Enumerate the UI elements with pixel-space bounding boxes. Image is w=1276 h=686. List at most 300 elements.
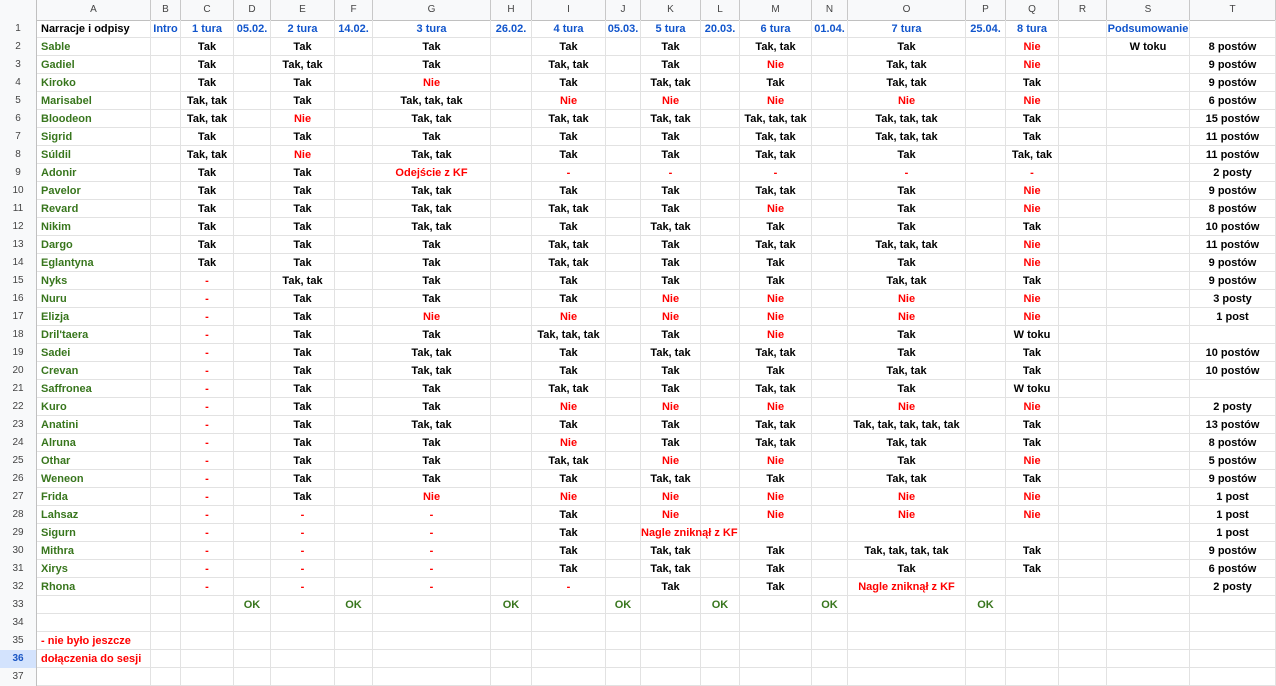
cell-s6[interactable]	[1107, 110, 1190, 128]
cell-a4[interactable]: Kiroko	[37, 74, 151, 92]
cell-h34[interactable]	[491, 614, 532, 632]
cell-d34[interactable]	[234, 614, 271, 632]
cell-p19[interactable]	[966, 344, 1006, 362]
column-header-b[interactable]: B	[151, 0, 181, 20]
cell-m13[interactable]: Tak, tak	[740, 236, 812, 254]
cell-o22[interactable]: Nie	[848, 398, 966, 416]
cell-h20[interactable]	[491, 362, 532, 380]
cell-i31[interactable]: Tak	[532, 560, 606, 578]
cell-c28[interactable]: -	[181, 506, 234, 524]
cell-t10[interactable]: 9 postów	[1190, 182, 1276, 200]
cell-r3[interactable]	[1059, 56, 1107, 74]
cell-a1[interactable]: Narracje i odpisy	[37, 20, 151, 38]
cell-c12[interactable]: Tak	[181, 218, 234, 236]
cell-l31[interactable]	[701, 560, 740, 578]
cell-h10[interactable]	[491, 182, 532, 200]
cell-h14[interactable]	[491, 254, 532, 272]
cell-l20[interactable]	[701, 362, 740, 380]
cell-p36[interactable]	[966, 650, 1006, 668]
cell-b21[interactable]	[151, 380, 181, 398]
cell-t6[interactable]: 15 postów	[1190, 110, 1276, 128]
cell-d27[interactable]	[234, 488, 271, 506]
cell-g22[interactable]: Tak	[373, 398, 491, 416]
cell-g8[interactable]: Tak, tak	[373, 146, 491, 164]
cell-a15[interactable]: Nyks	[37, 272, 151, 290]
cell-m34[interactable]	[740, 614, 812, 632]
cell-t12[interactable]: 10 postów	[1190, 218, 1276, 236]
cell-o37[interactable]	[848, 668, 966, 686]
cell-k18[interactable]: Tak	[641, 326, 701, 344]
cell-b11[interactable]	[151, 200, 181, 218]
cell-n22[interactable]	[812, 398, 848, 416]
cell-j25[interactable]	[606, 452, 641, 470]
row-header-20[interactable]: 20	[0, 362, 37, 380]
cell-f17[interactable]	[335, 308, 373, 326]
cell-n20[interactable]	[812, 362, 848, 380]
cell-e33[interactable]	[271, 596, 335, 614]
column-header-t[interactable]: T	[1190, 0, 1276, 20]
cell-s1[interactable]: Podsumowanie	[1107, 20, 1190, 38]
cell-s28[interactable]	[1107, 506, 1190, 524]
cell-i21[interactable]: Tak, tak	[532, 380, 606, 398]
column-header-e[interactable]: E	[271, 0, 335, 20]
cell-d35[interactable]	[234, 632, 271, 650]
column-header-c[interactable]: C	[181, 0, 234, 20]
cell-j10[interactable]	[606, 182, 641, 200]
cell-o12[interactable]: Tak	[848, 218, 966, 236]
cell-b5[interactable]	[151, 92, 181, 110]
cell-b29[interactable]	[151, 524, 181, 542]
row-header-2[interactable]: 2	[0, 38, 37, 56]
cell-t8[interactable]: 11 postów	[1190, 146, 1276, 164]
cell-n30[interactable]	[812, 542, 848, 560]
cell-r30[interactable]	[1059, 542, 1107, 560]
cell-b35[interactable]	[151, 632, 181, 650]
cell-m19[interactable]: Tak, tak	[740, 344, 812, 362]
cell-h31[interactable]	[491, 560, 532, 578]
cell-d32[interactable]	[234, 578, 271, 596]
cell-l22[interactable]	[701, 398, 740, 416]
cell-l27[interactable]	[701, 488, 740, 506]
cell-l11[interactable]	[701, 200, 740, 218]
cell-t18[interactable]	[1190, 326, 1276, 344]
cell-i27[interactable]: Nie	[532, 488, 606, 506]
cell-p6[interactable]	[966, 110, 1006, 128]
cell-d20[interactable]	[234, 362, 271, 380]
cell-d36[interactable]	[234, 650, 271, 668]
cell-d17[interactable]	[234, 308, 271, 326]
cell-t16[interactable]: 3 posty	[1190, 290, 1276, 308]
row-header-25[interactable]: 25	[0, 452, 37, 470]
cell-c26[interactable]: -	[181, 470, 234, 488]
cell-g27[interactable]: Nie	[373, 488, 491, 506]
cell-o24[interactable]: Tak, tak	[848, 434, 966, 452]
cell-t22[interactable]: 2 posty	[1190, 398, 1276, 416]
cell-f28[interactable]	[335, 506, 373, 524]
cell-m33[interactable]	[740, 596, 812, 614]
cell-s22[interactable]	[1107, 398, 1190, 416]
cell-o14[interactable]: Tak	[848, 254, 966, 272]
cell-o4[interactable]: Tak, tak	[848, 74, 966, 92]
cell-b36[interactable]	[151, 650, 181, 668]
cell-g29[interactable]: -	[373, 524, 491, 542]
cell-d13[interactable]	[234, 236, 271, 254]
cell-b22[interactable]	[151, 398, 181, 416]
cell-d22[interactable]	[234, 398, 271, 416]
row-header-18[interactable]: 18	[0, 326, 37, 344]
cell-f21[interactable]	[335, 380, 373, 398]
cell-s17[interactable]	[1107, 308, 1190, 326]
cell-n32[interactable]	[812, 578, 848, 596]
cell-k6[interactable]: Tak, tak	[641, 110, 701, 128]
cell-q35[interactable]	[1006, 632, 1059, 650]
cell-n2[interactable]	[812, 38, 848, 56]
row-header-10[interactable]: 10	[0, 182, 37, 200]
cell-n27[interactable]	[812, 488, 848, 506]
cell-r17[interactable]	[1059, 308, 1107, 326]
cell-l24[interactable]	[701, 434, 740, 452]
cell-h22[interactable]	[491, 398, 532, 416]
cell-n31[interactable]	[812, 560, 848, 578]
cell-a30[interactable]: Mithra	[37, 542, 151, 560]
cell-p27[interactable]	[966, 488, 1006, 506]
cell-a25[interactable]: Othar	[37, 452, 151, 470]
cell-m20[interactable]: Tak	[740, 362, 812, 380]
cell-h5[interactable]	[491, 92, 532, 110]
cell-h26[interactable]	[491, 470, 532, 488]
cell-r15[interactable]	[1059, 272, 1107, 290]
cell-h11[interactable]	[491, 200, 532, 218]
cell-r12[interactable]	[1059, 218, 1107, 236]
cell-j28[interactable]	[606, 506, 641, 524]
cell-k29[interactable]: Nagle zniknął z KF	[641, 524, 701, 542]
cell-f34[interactable]	[335, 614, 373, 632]
cell-a11[interactable]: Revard	[37, 200, 151, 218]
cell-m27[interactable]: Nie	[740, 488, 812, 506]
cell-g32[interactable]: -	[373, 578, 491, 596]
cell-h9[interactable]	[491, 164, 532, 182]
cell-g36[interactable]	[373, 650, 491, 668]
cell-q19[interactable]: Tak	[1006, 344, 1059, 362]
cell-s7[interactable]	[1107, 128, 1190, 146]
cell-m35[interactable]	[740, 632, 812, 650]
cell-k20[interactable]: Tak	[641, 362, 701, 380]
cell-i30[interactable]: Tak	[532, 542, 606, 560]
cell-b20[interactable]	[151, 362, 181, 380]
cell-g3[interactable]: Tak	[373, 56, 491, 74]
cell-a36[interactable]: dołączenia do sesji	[37, 650, 151, 668]
cell-b18[interactable]	[151, 326, 181, 344]
cell-d3[interactable]	[234, 56, 271, 74]
cell-a2[interactable]: Sable	[37, 38, 151, 56]
cell-c15[interactable]: -	[181, 272, 234, 290]
cell-h35[interactable]	[491, 632, 532, 650]
cell-c30[interactable]: -	[181, 542, 234, 560]
cell-j13[interactable]	[606, 236, 641, 254]
cell-n34[interactable]	[812, 614, 848, 632]
cell-d12[interactable]	[234, 218, 271, 236]
cell-f27[interactable]	[335, 488, 373, 506]
cell-a35[interactable]: - nie było jeszcze	[37, 632, 151, 650]
cell-h19[interactable]	[491, 344, 532, 362]
row-header-21[interactable]: 21	[0, 380, 37, 398]
cell-g31[interactable]: -	[373, 560, 491, 578]
cell-o3[interactable]: Tak, tak	[848, 56, 966, 74]
cell-j33[interactable]: OK	[606, 596, 641, 614]
cell-m36[interactable]	[740, 650, 812, 668]
cell-l32[interactable]	[701, 578, 740, 596]
cell-b17[interactable]	[151, 308, 181, 326]
cell-p14[interactable]	[966, 254, 1006, 272]
cell-k11[interactable]: Tak	[641, 200, 701, 218]
cell-c32[interactable]: -	[181, 578, 234, 596]
cell-a28[interactable]: Lahsaz	[37, 506, 151, 524]
cell-t33[interactable]	[1190, 596, 1276, 614]
cell-s33[interactable]	[1107, 596, 1190, 614]
cell-k19[interactable]: Tak, tak	[641, 344, 701, 362]
cell-p16[interactable]	[966, 290, 1006, 308]
cell-m26[interactable]: Tak	[740, 470, 812, 488]
cell-k23[interactable]: Tak	[641, 416, 701, 434]
cell-t2[interactable]: 8 postów	[1190, 38, 1276, 56]
cell-h12[interactable]	[491, 218, 532, 236]
cell-j34[interactable]	[606, 614, 641, 632]
cell-a27[interactable]: Frida	[37, 488, 151, 506]
cell-d16[interactable]	[234, 290, 271, 308]
cell-e32[interactable]: -	[271, 578, 335, 596]
cell-m4[interactable]: Tak	[740, 74, 812, 92]
cell-j23[interactable]	[606, 416, 641, 434]
cell-g21[interactable]: Tak	[373, 380, 491, 398]
cell-g15[interactable]: Tak	[373, 272, 491, 290]
cell-h23[interactable]	[491, 416, 532, 434]
cell-m2[interactable]: Tak, tak	[740, 38, 812, 56]
cell-p12[interactable]	[966, 218, 1006, 236]
column-header-g[interactable]: G	[373, 0, 491, 20]
cell-i3[interactable]: Tak, tak	[532, 56, 606, 74]
cell-f12[interactable]	[335, 218, 373, 236]
cell-e20[interactable]: Tak	[271, 362, 335, 380]
cell-t20[interactable]: 10 postów	[1190, 362, 1276, 380]
cell-b34[interactable]	[151, 614, 181, 632]
cell-b13[interactable]	[151, 236, 181, 254]
cell-g24[interactable]: Tak	[373, 434, 491, 452]
cell-f29[interactable]	[335, 524, 373, 542]
cell-d1[interactable]: 05.02.	[234, 20, 271, 38]
cell-g11[interactable]: Tak, tak	[373, 200, 491, 218]
cell-t14[interactable]: 9 postów	[1190, 254, 1276, 272]
cell-e6[interactable]: Nie	[271, 110, 335, 128]
cell-r13[interactable]	[1059, 236, 1107, 254]
column-header-q[interactable]: Q	[1006, 0, 1059, 20]
cell-f32[interactable]	[335, 578, 373, 596]
cell-q25[interactable]: Nie	[1006, 452, 1059, 470]
cell-m6[interactable]: Tak, tak, tak	[740, 110, 812, 128]
cell-c36[interactable]	[181, 650, 234, 668]
cell-h29[interactable]	[491, 524, 532, 542]
cell-j8[interactable]	[606, 146, 641, 164]
column-header-d[interactable]: D	[234, 0, 271, 20]
cell-o32[interactable]: Nagle zniknął z KF	[848, 578, 966, 596]
cell-o2[interactable]: Tak	[848, 38, 966, 56]
cell-i24[interactable]: Nie	[532, 434, 606, 452]
cell-r14[interactable]	[1059, 254, 1107, 272]
cell-i36[interactable]	[532, 650, 606, 668]
cell-i26[interactable]: Tak	[532, 470, 606, 488]
cell-s10[interactable]	[1107, 182, 1190, 200]
cell-c17[interactable]: -	[181, 308, 234, 326]
cell-r8[interactable]	[1059, 146, 1107, 164]
cell-o9[interactable]: -	[848, 164, 966, 182]
cell-b12[interactable]	[151, 218, 181, 236]
row-header-36[interactable]: 36	[0, 650, 37, 668]
cell-s16[interactable]	[1107, 290, 1190, 308]
cell-c31[interactable]: -	[181, 560, 234, 578]
cell-q24[interactable]: Tak	[1006, 434, 1059, 452]
cell-n4[interactable]	[812, 74, 848, 92]
cell-p10[interactable]	[966, 182, 1006, 200]
cell-s19[interactable]	[1107, 344, 1190, 362]
cell-b31[interactable]	[151, 560, 181, 578]
cell-k28[interactable]: Nie	[641, 506, 701, 524]
row-header-14[interactable]: 14	[0, 254, 37, 272]
cell-a17[interactable]: Elizja	[37, 308, 151, 326]
cell-b6[interactable]	[151, 110, 181, 128]
cell-m23[interactable]: Tak, tak	[740, 416, 812, 434]
cell-g1[interactable]: 3 tura	[373, 20, 491, 38]
cell-e30[interactable]: -	[271, 542, 335, 560]
cell-q30[interactable]: Tak	[1006, 542, 1059, 560]
cell-g17[interactable]: Nie	[373, 308, 491, 326]
cell-s15[interactable]	[1107, 272, 1190, 290]
cell-q32[interactable]	[1006, 578, 1059, 596]
cell-n7[interactable]	[812, 128, 848, 146]
cell-p32[interactable]	[966, 578, 1006, 596]
cell-b14[interactable]	[151, 254, 181, 272]
cell-b9[interactable]	[151, 164, 181, 182]
cell-e17[interactable]: Tak	[271, 308, 335, 326]
cell-s26[interactable]	[1107, 470, 1190, 488]
cell-c21[interactable]: -	[181, 380, 234, 398]
cell-h30[interactable]	[491, 542, 532, 560]
cell-f11[interactable]	[335, 200, 373, 218]
cell-i35[interactable]	[532, 632, 606, 650]
cell-m12[interactable]: Tak	[740, 218, 812, 236]
cell-k15[interactable]: Tak	[641, 272, 701, 290]
cell-p25[interactable]	[966, 452, 1006, 470]
cell-r10[interactable]	[1059, 182, 1107, 200]
cell-h25[interactable]	[491, 452, 532, 470]
cell-e11[interactable]: Tak	[271, 200, 335, 218]
cell-g33[interactable]	[373, 596, 491, 614]
cell-j12[interactable]	[606, 218, 641, 236]
cell-a24[interactable]: Alruna	[37, 434, 151, 452]
cell-r35[interactable]	[1059, 632, 1107, 650]
cell-m10[interactable]: Tak, tak	[740, 182, 812, 200]
cell-k24[interactable]: Tak	[641, 434, 701, 452]
cell-c25[interactable]: -	[181, 452, 234, 470]
cell-k36[interactable]	[641, 650, 701, 668]
cell-g23[interactable]: Tak, tak	[373, 416, 491, 434]
cell-f4[interactable]	[335, 74, 373, 92]
cell-j9[interactable]	[606, 164, 641, 182]
cell-n11[interactable]	[812, 200, 848, 218]
cell-j21[interactable]	[606, 380, 641, 398]
cell-q16[interactable]: Nie	[1006, 290, 1059, 308]
cell-s4[interactable]	[1107, 74, 1190, 92]
cell-j24[interactable]	[606, 434, 641, 452]
cell-j27[interactable]	[606, 488, 641, 506]
cell-r23[interactable]	[1059, 416, 1107, 434]
cell-p28[interactable]	[966, 506, 1006, 524]
cell-o16[interactable]: Nie	[848, 290, 966, 308]
cell-q29[interactable]	[1006, 524, 1059, 542]
cell-n8[interactable]	[812, 146, 848, 164]
cell-f15[interactable]	[335, 272, 373, 290]
cell-m32[interactable]: Tak	[740, 578, 812, 596]
cell-n37[interactable]	[812, 668, 848, 686]
cell-t24[interactable]: 8 postów	[1190, 434, 1276, 452]
cell-k14[interactable]: Tak	[641, 254, 701, 272]
cell-s14[interactable]	[1107, 254, 1190, 272]
cell-i28[interactable]: Tak	[532, 506, 606, 524]
cell-c3[interactable]: Tak	[181, 56, 234, 74]
cell-f6[interactable]	[335, 110, 373, 128]
cell-r1[interactable]	[1059, 20, 1107, 38]
cell-l16[interactable]	[701, 290, 740, 308]
cell-f37[interactable]	[335, 668, 373, 686]
cell-p8[interactable]	[966, 146, 1006, 164]
cell-o25[interactable]: Tak	[848, 452, 966, 470]
cell-s32[interactable]	[1107, 578, 1190, 596]
cell-n26[interactable]	[812, 470, 848, 488]
cell-e3[interactable]: Tak, tak	[271, 56, 335, 74]
cell-b2[interactable]	[151, 38, 181, 56]
cell-c11[interactable]: Tak	[181, 200, 234, 218]
cell-t23[interactable]: 13 postów	[1190, 416, 1276, 434]
cell-r36[interactable]	[1059, 650, 1107, 668]
cell-l10[interactable]	[701, 182, 740, 200]
cell-o5[interactable]: Nie	[848, 92, 966, 110]
cell-l33[interactable]: OK	[701, 596, 740, 614]
cell-f33[interactable]: OK	[335, 596, 373, 614]
cell-n9[interactable]	[812, 164, 848, 182]
cell-b7[interactable]	[151, 128, 181, 146]
cell-r32[interactable]	[1059, 578, 1107, 596]
cell-h32[interactable]	[491, 578, 532, 596]
cell-c23[interactable]: -	[181, 416, 234, 434]
cell-i11[interactable]: Tak, tak	[532, 200, 606, 218]
cell-c2[interactable]: Tak	[181, 38, 234, 56]
cell-l14[interactable]	[701, 254, 740, 272]
cell-f16[interactable]	[335, 290, 373, 308]
cell-g4[interactable]: Nie	[373, 74, 491, 92]
cell-t30[interactable]: 9 postów	[1190, 542, 1276, 560]
cell-p20[interactable]	[966, 362, 1006, 380]
cell-q37[interactable]	[1006, 668, 1059, 686]
cell-h18[interactable]	[491, 326, 532, 344]
cell-r24[interactable]	[1059, 434, 1107, 452]
cell-e27[interactable]: Tak	[271, 488, 335, 506]
cell-n1[interactable]: 01.04.	[812, 20, 848, 38]
cell-o30[interactable]: Tak, tak, tak, tak	[848, 542, 966, 560]
cell-q1[interactable]: 8 tura	[1006, 20, 1059, 38]
cell-n21[interactable]	[812, 380, 848, 398]
row-header-33[interactable]: 33	[0, 596, 37, 614]
cell-a16[interactable]: Nuru	[37, 290, 151, 308]
cell-r25[interactable]	[1059, 452, 1107, 470]
cell-s8[interactable]	[1107, 146, 1190, 164]
